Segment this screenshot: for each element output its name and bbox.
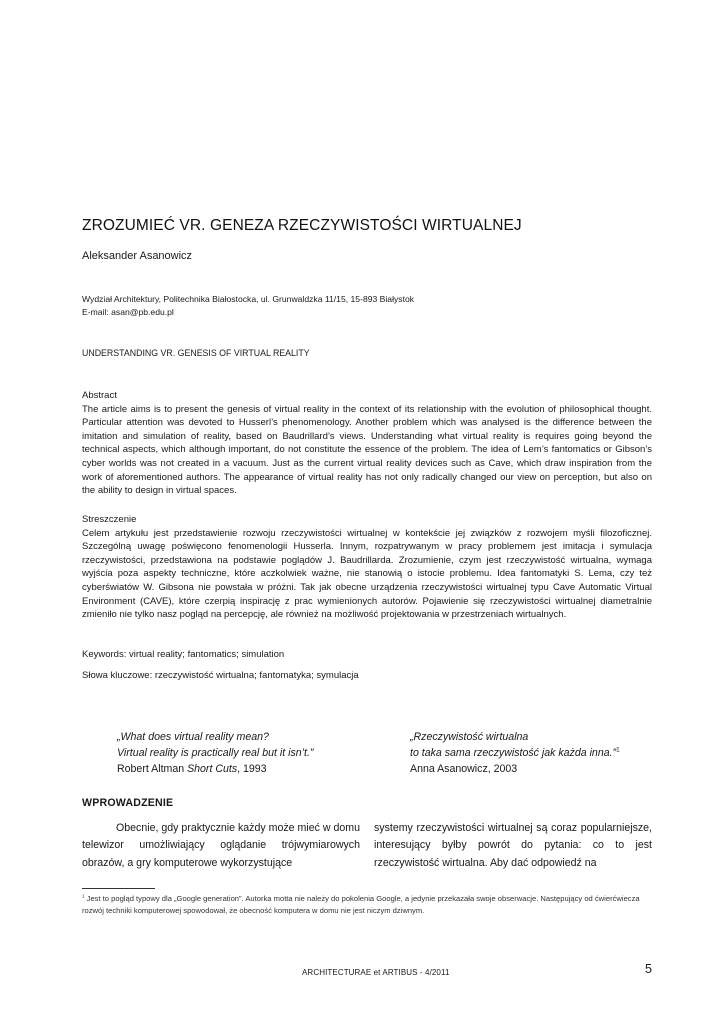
- epigraph-left-attribution: [117, 761, 313, 777]
- epigraph-right-line2: to taka sama rzeczywistość jak każda inna.”: [410, 747, 617, 759]
- epigraph-left: [117, 729, 313, 777]
- footnote-mark: 1: [82, 893, 85, 899]
- streszczenie-section: [82, 513, 652, 622]
- epigraph-right-author: Anna Asanowicz, 2003: [410, 763, 518, 775]
- epigraph-left-work: Short Cuts: [187, 763, 238, 775]
- epigraph-left-line1: „What does virtual reality mean?: [117, 731, 269, 743]
- body-column-right: systemy rzeczywistości wirtualnej są coraz popularniejsze, interesujący byłby powrót do pytania: co to jest rzeczywistość wirtualna. Aby dać odpowiedź na: [374, 822, 652, 869]
- page-number: 5: [645, 962, 652, 976]
- streszczenie-text: Celem artykułu jest przedstawienie rozwoju rzeczywistości wirtualnej w kontekście jej związków z rozwojem myśli filozoficznej. Szczególną uwagę poświęcono fenomenologii Husserla. Innym, rozpatrywanym w pracy problemem jest imitacja i symulacja rzeczywistości, przedstawiona na podstawie poglądów J. Baudrillarda. Zrozumienie, czym jest rzeczywistość wirtualna, wymaga wyjścia poza aspekty techniczne, które aczkolwiek ważne, nie stanowią o istocie problemu. Idea fantomatyki S. Lema, czy też cyberświatów W. Gibsona nie powstała w próżni. Tak jak obecne urządzenia rzeczywistości wirtualnej typu Cave Automatic Virtual Environment (CAVE), które czerpią inspirację z prac wymienionych autorów. Pojawienie się rzeczywistości wirtualnej diametralnie zmieniło nie tylko nasz pogląd na percepcję, ale również na możliwość projektowania w przestrzeniach wirtualnych.: [82, 527, 652, 621]
- english-title: UNDERSTANDING VR. GENESIS OF VIRTUAL REALITY: [82, 348, 310, 358]
- abstract-section: [82, 389, 652, 498]
- affiliation-address: Wydział Architektury, Politechnika Białostocka, ul. Grunwaldzka 11/15, 15-893 Białystok: [82, 294, 415, 304]
- affiliation-email: E-mail: asan@pb.edu.pl: [82, 307, 174, 317]
- footnote-text: Jest to pogląd typowy dla „Google generation”. Autorka motta nie należy do pokolenia Google, a jedynie przekazała swoje obserwacje. Następujący od ćwierćwiecza rozwój techniki komputerowej spowodował, że obecność komputera w domu nie jest niczym dziwnym.: [82, 894, 640, 915]
- footnote-reference[interactable]: 1: [616, 746, 620, 754]
- epigraph-right-line2-wrap: [410, 745, 620, 761]
- footnote-divider: [82, 888, 155, 889]
- epigraph-right: [410, 729, 620, 777]
- affiliation: [82, 293, 414, 319]
- abstract-heading: Abstract: [82, 390, 117, 401]
- section-heading: WPROWADZENIE: [82, 797, 174, 809]
- footer-journal: ARCHITECTURAE et ARTIBUS - 4/2011: [302, 968, 450, 977]
- abstract-text: The article aims is to present the genesis of virtual reality in the context of its relationship with the evolution of philosophical thought. Particular attention was devoted to Husserl’s phenomenology. Another problem which was analysed is the difference between the imitation and simulation of reality, based on Baudrillard’s views. Understanding what virtual reality is requires going beyond the technical aspects, which although important, do not constitute the essence of the problem. The idea of Lem’s fantomatics or Gibson’s cyber worlds was not created in a vacuum. Just as the current virtual reality devices such as Cave, which draw inspiration from the work of aforementioned authors. The appearance of virtual reality has not only radically changed our view on perception, but also on the ability to design in virtual spaces.: [82, 403, 652, 497]
- epigraph-right-line1: „Rzeczywistość wirtualna: [410, 731, 529, 743]
- body-column-left: Obecnie, gdy praktycznie każdy może mieć w domu telewizor umożliwiający oglądanie trójwymiarowych obrazów, a gry komputerowe wykorzystujące: [82, 822, 360, 869]
- footnote: [82, 893, 655, 917]
- epigraph-left-line2: Virtual reality is practically real but it isn’t.”: [117, 747, 314, 759]
- streszczenie-heading: Streszczenie: [82, 514, 137, 525]
- epigraph-left-year: , 1993: [237, 763, 267, 775]
- article-title: ZROZUMIEĆ VR. GENEZA RZECZYWISTOŚCI WIRTUALNEJ: [82, 217, 522, 234]
- keywords-pl: Słowa kluczowe: rzeczywistość wirtualna; fantomatyka; symulacja: [82, 670, 359, 681]
- keywords-en: Keywords: virtual reality; fantomatics; simulation: [82, 649, 285, 660]
- epigraph-left-author: Robert Altman: [117, 763, 188, 775]
- author-name: Aleksander Asanowicz: [82, 250, 193, 262]
